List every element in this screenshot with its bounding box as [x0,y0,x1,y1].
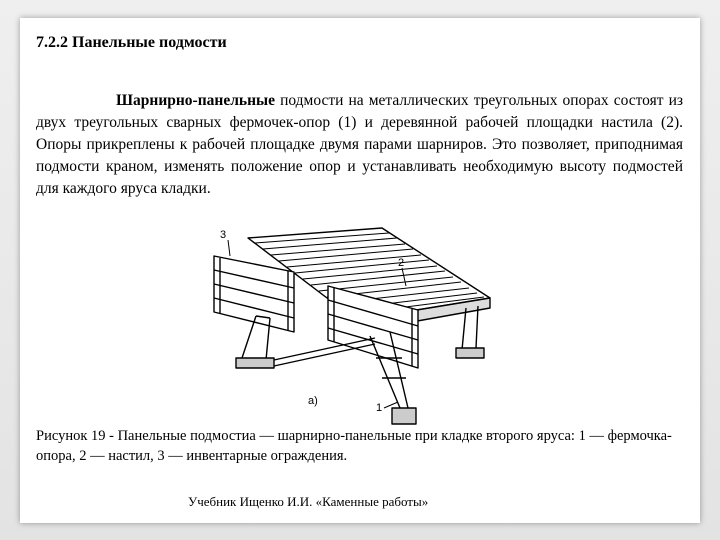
figure-label-2: 2 [398,257,405,269]
figure-label-1: 1 [376,402,383,414]
scaffold-illustration [170,208,530,443]
leader-1 [384,402,398,408]
body-paragraph [36,90,683,200]
paragraph-text: подмости на металлических треугольных опорах состоят из двух треугольных сварных фермочек-опор (1) и деревянной рабочей площадки настила (2). Опоры прикреплены к рабочей площадке двумя парами шарниров. Это позволяет, приподнимая подмости краном, изменять положение опор и устанавливать необходимую высоту подмостей для каждого яруса кладки. [36,92,683,197]
figure-label-3: 3 [220,229,227,241]
section-heading: 7.2.2 Панельные подмости [36,34,227,51]
figure-caption: Рисунок 19 - Панельные подмостиа — шарнирно-панельные при кладке второго яруса: 1 — фермочка-опора, 2 — настил, 3 — инвентарные ограждения. [36,428,672,464]
document-page [20,18,700,523]
source-reference: Учебник Ищенко И.И. «Каменные работы» [188,494,429,509]
figure-label-a: а) [308,395,318,407]
leader-3 [228,240,230,256]
bold-term: Шарнирно-панельные [116,92,276,109]
